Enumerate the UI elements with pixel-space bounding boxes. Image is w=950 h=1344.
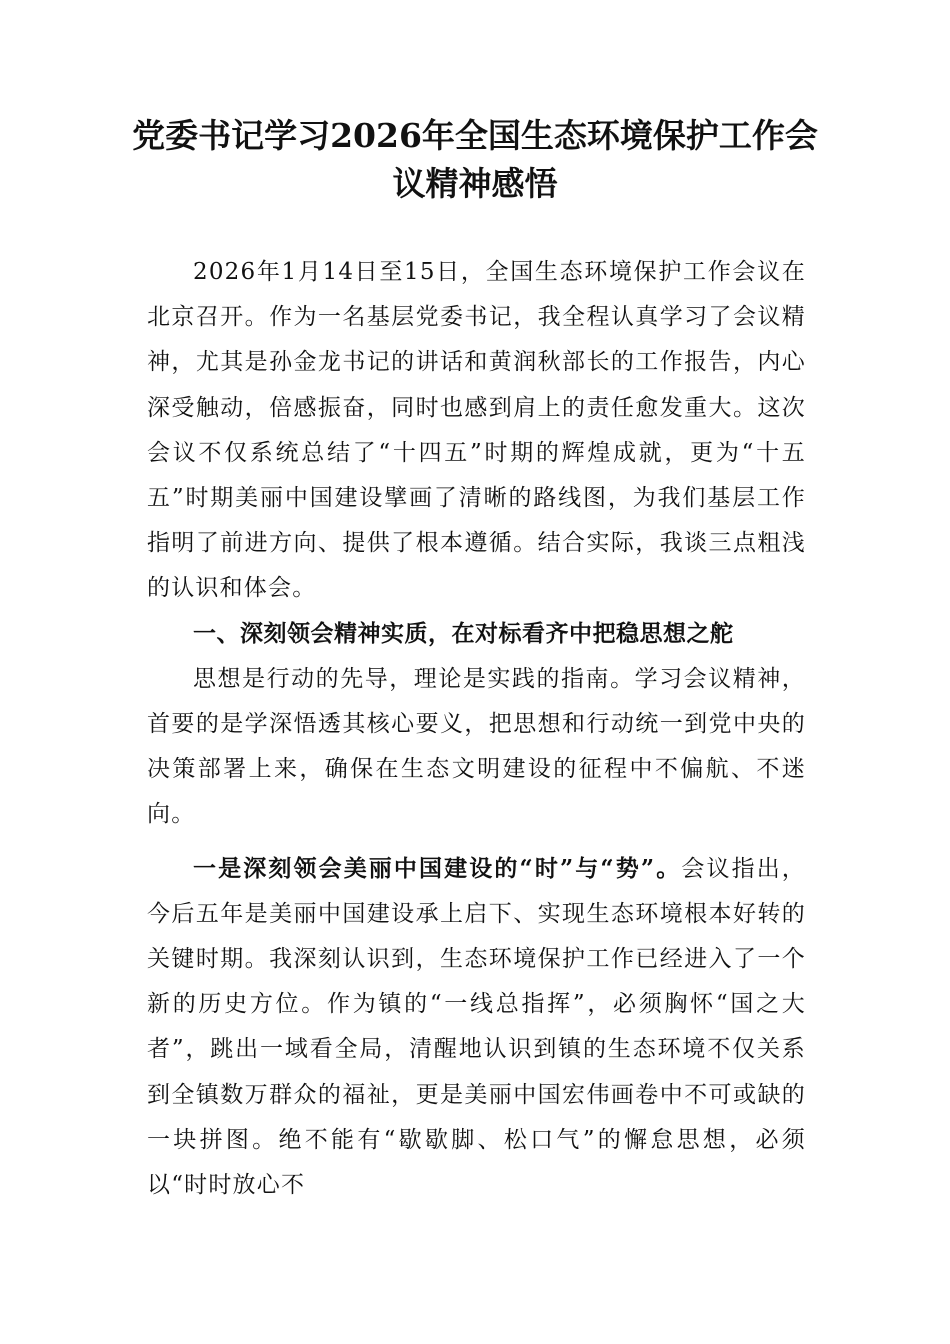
- paragraph-point-1: [147, 846, 806, 1209]
- point-1-lead: 一是深刻领会美丽中国建设的“时”与“势”。: [193, 854, 682, 882]
- document-title: 党委书记学习2026年全国生态环境保护工作会议精神感悟: [132, 116, 818, 203]
- document-body: [147, 250, 806, 1208]
- paragraph-section-1-intro: 思想是行动的先导，理论是实践的指南。学习会议精神，首要的是学深悟透其核心要义，把思想和行动统一到党中央的决策部署上来，确保在生态文明建设的征程中不偏航、不迷向。: [147, 665, 806, 828]
- section-heading-1: 一、深刻领会精神实质，在对标看齐中把稳思想之舵: [193, 620, 734, 647]
- point-1-text: 会议指出，今后五年是美丽中国建设承上启下、实现生态环境根本好转的关键时期。我深刻认识到，生态环境保护工作已经进入了一个新的历史方位。作为镇的“一线总指挥”，必须胸怀“国之大者”，跳出一域看全局，清醒地认识到镇的生态环境不仅关系到全镇数万群众的福祉，更是美丽中国宏伟画卷中不可或缺的一块拼图。绝不能有“歇歇脚、松口气”的懈怠思想，必须以“时时放心不: [147, 855, 807, 1199]
- paragraph-intro: 2026年1月14日至15日，全国生态环境保护工作会议在北京召开。作为一名基层党委书记，我全程认真学习了会议精神，尤其是孙金龙书记的讲话和黄润秋部长的工作报告，内心深受触动，倍感振奋，同时也感到肩上的责任愈发重大。这次会议不仅系统总结了“十四五”时期的辉煌成就，更为“十五五”时期美丽中国建设擘画了清晰的路线图，为我们基层工作指明了前进方向、提供了根本遵循。结合实际，我谈三点粗浅的认识和体会。: [147, 259, 806, 602]
- paragraph-spacer: [147, 838, 806, 846]
